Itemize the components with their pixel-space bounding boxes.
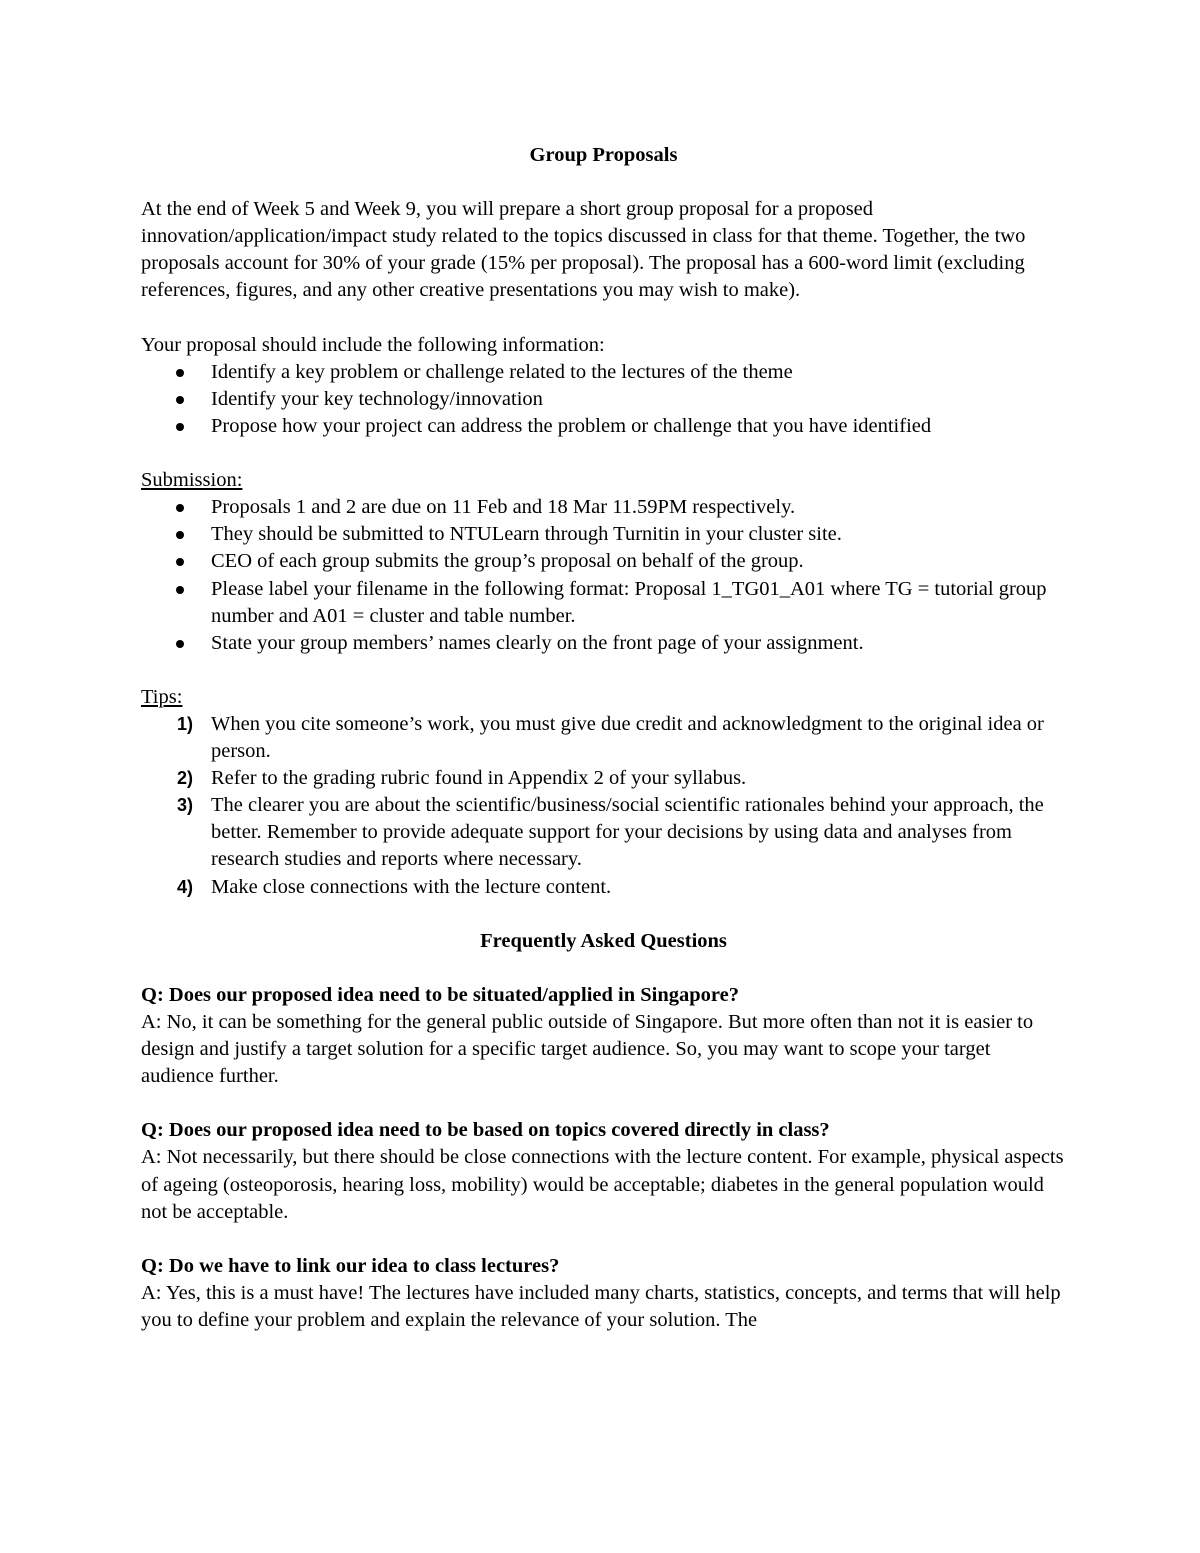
bullet-icon [176,558,184,566]
faq-question: Q: Does our proposed idea need to be based on topics covered directly in class? [141,1119,830,1142]
faq-question: Q: Do we have to link our idea to class lectures? [141,1254,560,1277]
bullet-icon [176,369,184,377]
list-number: 3) [177,795,194,816]
list-item: 2) Refer to the grading rubric found in Appendix 2 of your syllabus. [141,765,1066,792]
list-item: Proposals 1 and 2 are due on 11 Feb and 18 Mar 11.59PM respectively. [141,494,1066,521]
tips-list [141,711,1066,901]
list-item: Propose how your project can address the problem or challenge that you have identified [141,413,1066,440]
bullet-icon [176,504,184,512]
list-number: 4) [177,876,194,897]
faq-answer: A: Yes, this is a must have! The lectures have included many charts, statistics, concepts, and terms that will help you to define your problem and explain the relevance of your solution. The [141,1281,1061,1332]
bullet-icon [176,531,184,539]
list-item: Identify a key problem or challenge related to the lectures of the theme [141,359,1066,386]
list-item: Identify your key technology/innovation [141,386,1066,413]
bullet-icon [176,586,184,594]
list-item: 1) When you cite someone’s work, you must give due credit and acknowledgment to the original idea or person. [177,712,1044,763]
bullet-icon [176,640,184,648]
bullet-icon [176,423,184,431]
faq-heading: Frequently Asked Questions [480,929,727,952]
list-item: CEO of each group submits the group’s proposal on behalf of the group. [141,548,1066,575]
faq-item [141,1117,1066,1225]
requirements-list [141,359,1066,440]
list-item: Please label your filename in the following format: Proposal 1_TG01_A01 where TG = tutorial group number and A01 = cluster and table number. [141,576,1066,630]
requirements-lead: Your proposal should include the following information: [141,333,605,356]
document-page [141,142,1066,1334]
list-item: State your group members’ names clearly on the front page of your assignment. [141,630,1066,657]
submission-list [141,494,1066,657]
list-item: 4) Make close connections with the lecture content. [141,874,1066,901]
page-title: Group Proposals [529,144,678,166]
list-item: 3) The clearer you are about the scientific/business/social scientific rationales behind your approach, the better. Remember to provide adequate support for your decisions by using data and analyses from research studies and reports where necessary. [177,794,1044,871]
intro-paragraph: At the end of Week 5 and Week 9, you will prepare a short group proposal for a proposed innovation/application/impact study related to the topics discussed in class for that theme. Together, the two proposals account for 30% of your grade (15% per proposal). The proposal has a 600-word limit (excluding references, figures, and any other creative presentations you may wish to make). [141,198,1026,302]
faq-answer: A: Not necessarily, but there should be close connections with the lecture content. For example, physical aspects of ageing (osteoporosis, hearing loss, mobility) would be acceptable; diabetes in the general population would not be acceptable. [141,1146,1064,1223]
faq-answer: A: No, it can be something for the general public outside of Singapore. But more often than not it is easier to design and justify a target solution for a specific target audience. So, you may want to scope your target audience further. [141,1011,1034,1088]
bullet-icon [176,396,184,404]
list-item: They should be submitted to NTULearn through Turnitin in your cluster site. [141,521,1066,548]
submission-heading: Submission: [141,469,243,492]
list-number: 2) [177,768,194,789]
faq-question: Q: Does our proposed idea need to be situated/applied in Singapore? [141,983,740,1006]
tips-heading: Tips: [141,685,183,708]
faq-item [141,1253,1066,1334]
list-number: 1) [177,713,194,734]
faq-item [141,982,1066,1090]
